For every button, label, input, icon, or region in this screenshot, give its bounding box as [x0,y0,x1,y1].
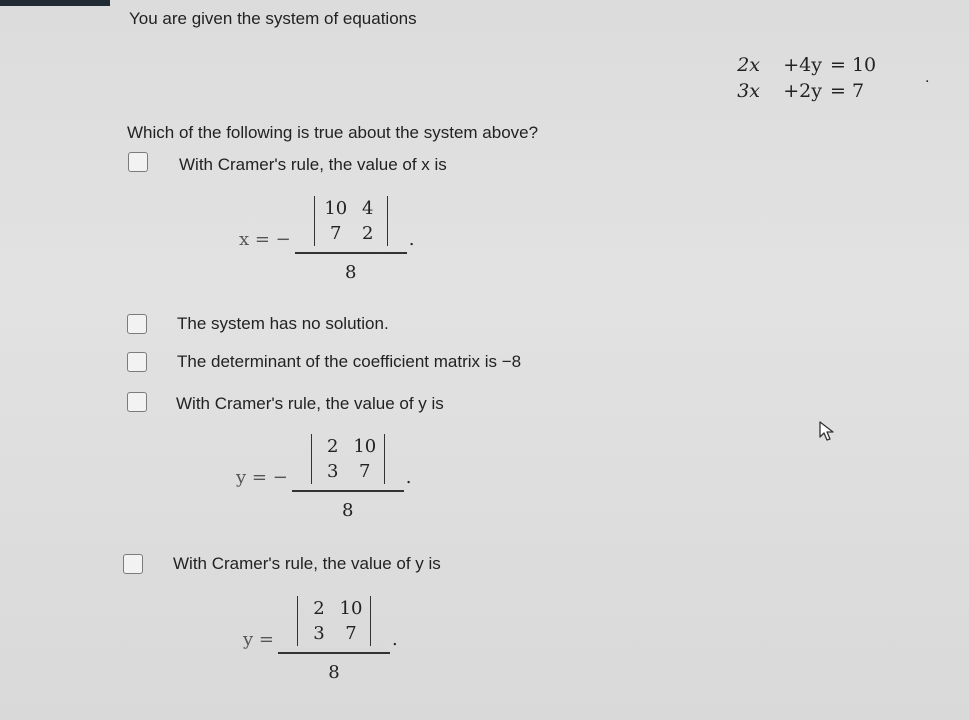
y-cramer-formula-positive [243,596,398,683]
option-5-label[interactable]: With Cramer's rule, the value of y is [173,554,441,573]
window-top-edge [0,0,110,6]
fraction [278,596,390,683]
option-1-checkbox[interactable] [128,152,148,172]
formula-lhs: x = − [239,228,291,250]
equation-rhs: = 10 [830,54,877,76]
equation-end-dot: . [925,70,930,86]
equation-term: 2x [737,54,760,76]
denominator: 8 [345,261,357,283]
formula-lhs: y = [243,628,274,650]
equation-term: 3x [737,80,760,102]
matrix-cell: 2 [362,223,374,244]
fraction [292,434,404,521]
matrix-cell: 10 [339,598,363,619]
option-2-checkbox[interactable] [127,314,147,334]
option-2-label[interactable]: The system has no solution. [177,314,389,333]
matrix-cell: 10 [324,198,348,219]
matrix-cell: 10 [353,436,377,457]
denominator: 8 [342,499,354,521]
fraction-bar [292,490,404,492]
determinant-matrix [311,434,385,484]
determinant-matrix [314,196,388,246]
option-1-label[interactable]: With Cramer's rule, the value of x is [179,155,447,174]
matrix-cell: 4 [362,198,374,219]
mouse-pointer-icon [818,420,836,442]
equation-term: +4y [783,54,822,76]
option-4-label[interactable]: With Cramer's rule, the value of y is [176,394,444,413]
formula-lhs: y = − [236,466,288,488]
matrix-cell: 7 [359,461,371,482]
option-3-checkbox[interactable] [127,352,147,372]
option-5-checkbox[interactable] [123,554,143,574]
matrix-cell: 7 [345,623,357,644]
y-cramer-formula-negative [236,434,412,521]
option-4-checkbox[interactable] [127,392,147,412]
fraction-bar [278,652,390,654]
x-cramer-formula [239,196,415,283]
matrix-cell: 2 [313,598,325,619]
equation-system [712,52,886,104]
matrix-cell: 3 [313,623,325,644]
question-intro: You are given the system of equations [129,9,417,28]
formula-end: . [408,228,415,250]
matrix-cell: 7 [330,223,342,244]
option-3-label[interactable]: The determinant of the coefficient matrix is −8 [177,352,522,371]
matrix-cell: 3 [327,461,339,482]
fraction-bar [295,252,407,254]
determinant-matrix [297,596,371,646]
question-prompt: Which of the following is true about the system above? [127,123,539,142]
equation-row [712,52,886,78]
formula-end: . [405,466,412,488]
equation-term: +2y [783,80,822,102]
equation-rhs: = 7 [830,80,865,102]
denominator: 8 [328,661,340,683]
equation-row [712,78,886,104]
matrix-cell: 2 [327,436,339,457]
formula-end: . [391,628,398,650]
fraction [295,196,407,283]
